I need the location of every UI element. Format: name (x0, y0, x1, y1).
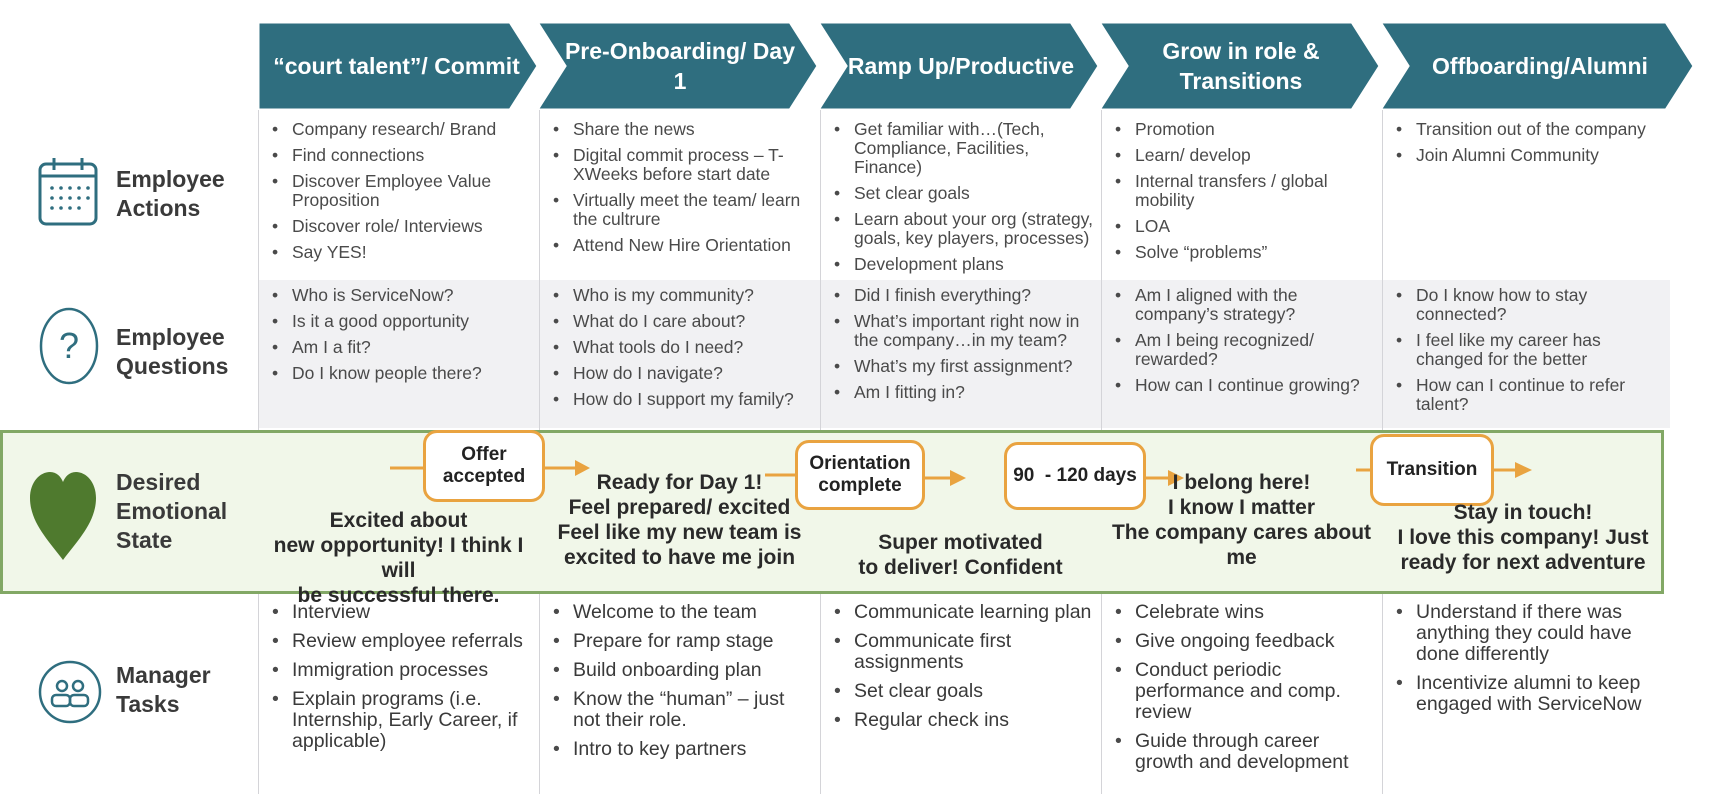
row-label-manager: Manager Tasks (116, 662, 211, 717)
list-item: • Who is ServiceNow? (266, 286, 532, 305)
emotion-text-pre-onboarding: Ready for Day 1! Feel prepared/ excited Feel like my new team is excited to have me join (557, 471, 802, 569)
manager-cell (828, 602, 1094, 739)
manager-cell (1390, 602, 1656, 723)
list-item: • Is it a good opportunity (266, 312, 532, 331)
milestone-orientation-complete: Orientation complete (795, 440, 925, 510)
list-item: • Set clear goals (828, 681, 1094, 702)
list-item: • Regular check ins (828, 710, 1094, 731)
list-item: • What’s my first assignment? (828, 357, 1094, 376)
list-item: • I feel like my career has changed for the better (1390, 331, 1656, 369)
actions-cell (828, 120, 1094, 281)
list-item: • Know the “human” – just not their role. (547, 689, 813, 731)
list-item: • Understand if there was anything they could have done differently (1390, 602, 1656, 665)
list-item: • How do I navigate? (547, 364, 813, 383)
actions-cell (547, 120, 813, 262)
questions-cell (828, 286, 1094, 409)
list-item: • Join Alumni Community (1390, 146, 1656, 165)
actions-cell (266, 120, 532, 269)
stage-title: Ramp Up/Productive (847, 53, 1075, 79)
list-item: • Discover Employee Value Proposition (266, 172, 532, 210)
row-label-actions: Employee Actions (116, 166, 225, 221)
questions-cell (1109, 286, 1375, 402)
list-item: • Digital commit process – T-XWeeks before start date (547, 146, 813, 184)
milestone-transition: Transition (1370, 434, 1494, 506)
row-label-emotion: Desired Emotional State (116, 469, 228, 553)
list-item: • How can I continue to refer talent? (1390, 376, 1656, 414)
manager-cell (547, 602, 813, 768)
list-item: • Transition out of the company (1390, 120, 1656, 139)
question-icon (38, 306, 100, 386)
list-item: • Interview (266, 602, 532, 623)
calendar-icon (38, 156, 98, 228)
list-item: • Find connections (266, 146, 532, 165)
list-item: • Conduct periodic performance and comp. review (1109, 660, 1375, 723)
stage-title: Offboarding/Alumni (1432, 53, 1648, 79)
list-item: • Learn about your org (strategy, goals, key players, processes) (828, 210, 1094, 248)
list-item: • Promotion (1109, 120, 1375, 139)
list-item: • Share the news (547, 120, 813, 139)
list-item: • How do I support my family? (547, 390, 813, 409)
list-item: • Development plans (828, 255, 1094, 274)
list-item: • Explain programs (i.e. Internship, Early Career, if applicable) (266, 689, 532, 752)
list-item: • Build onboarding plan (547, 660, 813, 681)
emotion-text-ramp-up: Super motivated to deliver! Confident (858, 531, 1063, 579)
list-item: • Celebrate wins (1109, 602, 1375, 623)
list-item: • Communicate learning plan (828, 602, 1094, 623)
stage-title: Pre-Onboarding/ Day 1 (564, 38, 796, 94)
list-item: • Say YES! (266, 243, 532, 262)
list-item: • Did I finish everything? (828, 286, 1094, 305)
list-item: • Prepare for ramp stage (547, 631, 813, 652)
emotion-text-commit: Excited about new opportunity! I think I will be successful there. (273, 509, 524, 607)
list-item: • Virtually meet the team/ learn the cultrure (547, 191, 813, 229)
list-item: • Do I know how to stay connected? (1390, 286, 1656, 324)
list-item: • Am I fitting in? (828, 383, 1094, 402)
list-item: • Incentivize alumni to keep engaged with ServiceNow (1390, 673, 1656, 715)
stage-title: “court talent”/ Commit (273, 53, 520, 79)
list-item: • How can I continue growing? (1109, 376, 1375, 395)
emotion-text-grow: I belong here! I know I matter The company cares about me (1111, 471, 1372, 569)
list-item: • Set clear goals (828, 184, 1094, 203)
list-item: • Who is my community? (547, 286, 813, 305)
questions-cell (547, 286, 813, 416)
list-item: • Intro to key partners (547, 739, 813, 760)
list-item: • Am I being recognized/ rewarded? (1109, 331, 1375, 369)
list-item: • What do I care about? (547, 312, 813, 331)
milestone-offer-accepted: Offer accepted (423, 430, 545, 502)
list-item: • What tools do I need? (547, 338, 813, 357)
list-item: • Internal transfers / global mobility (1109, 172, 1375, 210)
list-item: • Get familiar with…(Tech, Compliance, Facilities, Finance) (828, 120, 1094, 177)
list-item: • Learn/ develop (1109, 146, 1375, 165)
list-item: • Do I know people there? (266, 364, 532, 383)
list-item: • LOA (1109, 217, 1375, 236)
manager-cell (1109, 602, 1375, 781)
list-item: • Welcome to the team (547, 602, 813, 623)
list-item: • Immigration processes (266, 660, 532, 681)
list-item: • Give ongoing feedback (1109, 631, 1375, 652)
svg-text:?: ? (58, 325, 80, 366)
questions-cell (266, 286, 532, 390)
row-label-questions: Employee Questions (116, 324, 229, 379)
actions-cell (1390, 120, 1656, 172)
people-icon (38, 660, 102, 724)
stage-title: Grow in role & Transitions (1162, 38, 1320, 94)
list-item: • Guide through career growth and development (1109, 731, 1375, 773)
questions-cell (1390, 286, 1656, 421)
list-item: • Communicate first assignments (828, 631, 1094, 673)
list-item: • Am I a fit? (266, 338, 532, 357)
list-item: • Review employee referrals (266, 631, 532, 652)
milestone-90-120-days: 90 - 120 days (1004, 442, 1146, 510)
list-item: • Attend New Hire Orientation (547, 236, 813, 255)
manager-cell (266, 602, 532, 760)
list-item: • Company research/ Brand (266, 120, 532, 139)
list-item: • What’s important right now in the company…in my team? (828, 312, 1094, 350)
list-item: • Solve “problems” (1109, 243, 1375, 262)
actions-cell (1109, 120, 1375, 269)
list-item: • Am I aligned with the company’s strategy? (1109, 286, 1375, 324)
emotion-text-offboarding: Stay in touch! I love this company! Just ready for next adventure (1397, 501, 1649, 574)
list-item: • Discover role/ Interviews (266, 217, 532, 236)
